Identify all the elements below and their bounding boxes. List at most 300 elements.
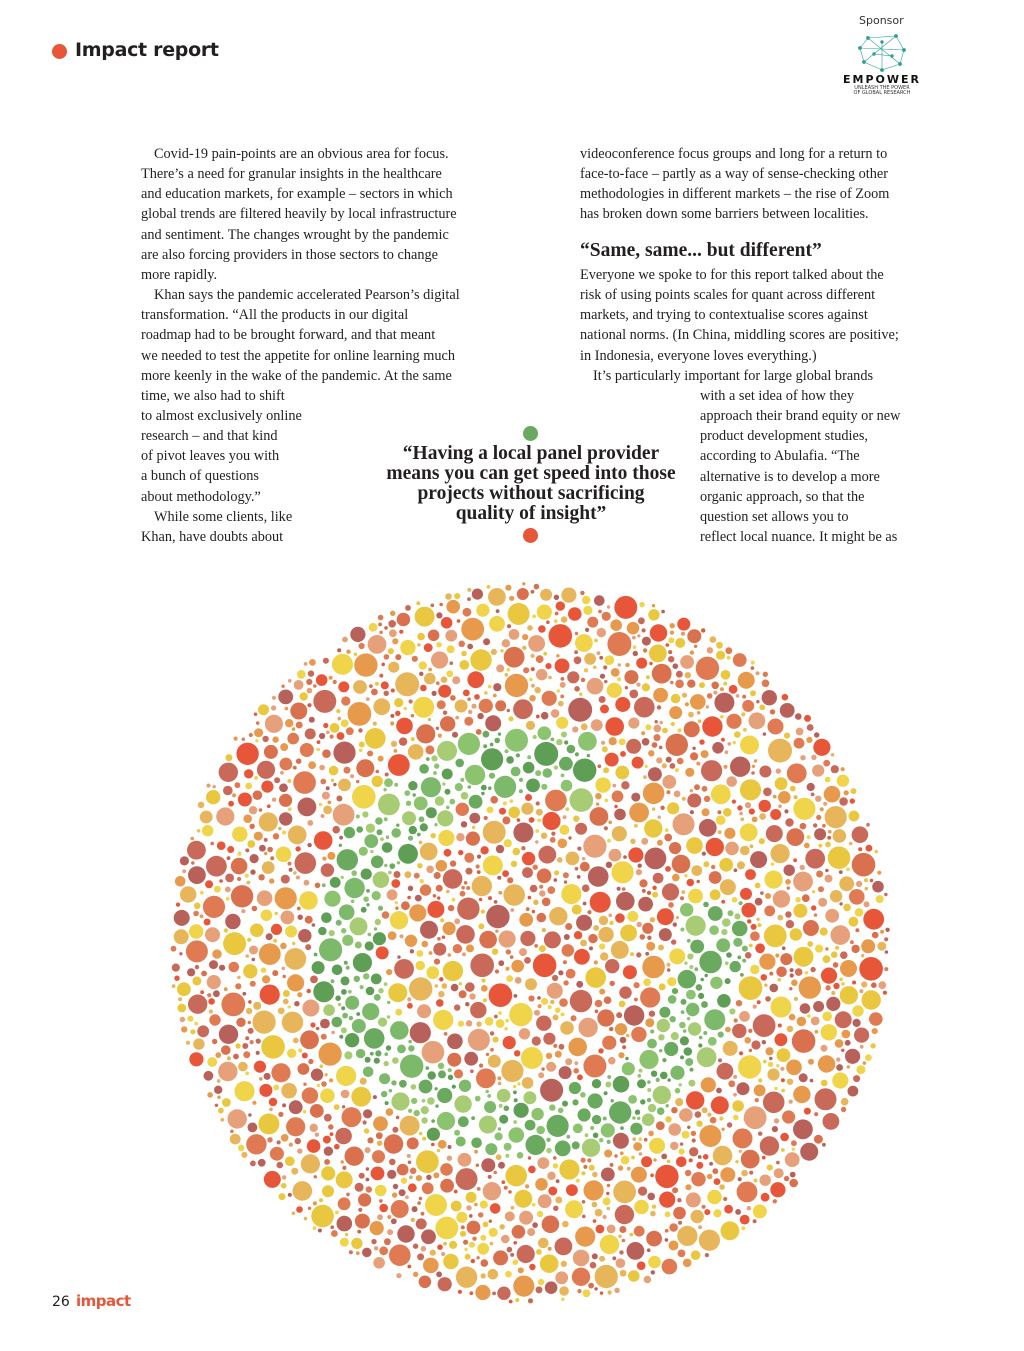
plate-dot (369, 623, 378, 632)
plate-dot (653, 1158, 656, 1161)
plate-dot (791, 980, 798, 987)
plate-dot (172, 984, 176, 988)
plate-dot (187, 968, 195, 976)
plate-dot (443, 711, 447, 715)
plate-dot (657, 840, 663, 846)
plate-dot (416, 1175, 422, 1181)
plate-dot (644, 765, 647, 768)
plate-dot (526, 721, 535, 730)
plate-dot (262, 736, 268, 742)
plate-dot (433, 771, 437, 775)
plate-dot (518, 1267, 524, 1273)
plate-dot (330, 877, 341, 888)
plate-dot (710, 977, 722, 989)
plate-dot (424, 673, 436, 685)
plate-dot (202, 825, 213, 836)
plate-dot (377, 829, 383, 835)
plate-dot (439, 603, 443, 607)
plate-dot (305, 944, 311, 950)
plate-dot (510, 955, 514, 959)
plate-dot (547, 1115, 569, 1137)
plate-dot (461, 792, 469, 800)
plate-dot (708, 1037, 717, 1046)
plate-dot (465, 1002, 469, 1006)
plate-dot (437, 1088, 452, 1103)
plate-dot (623, 855, 627, 859)
plate-dot (588, 866, 609, 887)
plate-dot (227, 846, 234, 853)
plate-dot (420, 884, 431, 895)
plate-dot (371, 856, 384, 869)
plate-dot (680, 928, 684, 932)
plate-dot (672, 855, 691, 874)
plate-dot (417, 863, 422, 868)
plate-dot (542, 812, 560, 830)
plate-dot (330, 735, 334, 739)
plate-dot (853, 1075, 860, 1082)
body-text-line: are also forcing providers in those sectors to change (141, 246, 438, 263)
plate-dot (379, 674, 383, 678)
plate-dot (504, 1143, 512, 1151)
plate-dot (751, 771, 755, 775)
plate-dot (205, 927, 220, 942)
plate-dot (465, 982, 475, 992)
plate-dot (508, 716, 513, 721)
plate-dot (664, 834, 672, 842)
plate-dot (615, 766, 629, 780)
plate-dot (581, 1158, 586, 1163)
plate-dot (389, 1244, 411, 1266)
plate-dot (454, 1130, 460, 1136)
plate-dot (861, 939, 875, 953)
plate-dot (327, 852, 335, 860)
plate-dot (759, 838, 765, 844)
plate-dot (345, 1147, 364, 1166)
plate-dot (767, 1068, 779, 1080)
plate-dot (525, 978, 537, 990)
plate-dot (840, 951, 848, 959)
plate-dot (561, 1012, 565, 1016)
plate-dot (872, 932, 879, 939)
plate-dot (580, 862, 590, 872)
plate-dot (375, 919, 381, 925)
plate-dot (339, 844, 342, 847)
plate-dot (717, 810, 721, 814)
plate-dot (619, 1250, 623, 1254)
plate-dot (408, 1109, 412, 1113)
plate-dot (527, 625, 533, 631)
plate-dot (504, 1186, 508, 1190)
plate-dot (631, 1156, 635, 1160)
plate-dot (724, 1205, 733, 1214)
plate-dot (728, 742, 732, 746)
plate-dot (271, 924, 282, 935)
plate-dot (254, 1061, 266, 1073)
plate-dot (437, 896, 440, 899)
plate-dot (503, 801, 507, 805)
plate-dot (426, 866, 434, 874)
plate-dot (763, 732, 766, 735)
plate-dot (330, 1132, 334, 1136)
plate-dot (407, 896, 411, 900)
plate-dot (559, 757, 573, 771)
plate-dot (278, 827, 281, 830)
plate-dot (561, 616, 568, 623)
plate-dot (474, 1203, 478, 1207)
plate-dot (515, 977, 522, 984)
plate-dot (333, 783, 336, 786)
plate-dot (630, 1123, 642, 1135)
plate-dot (647, 1098, 651, 1102)
plate-dot (713, 691, 717, 695)
plate-dot (300, 743, 314, 757)
plate-dot (420, 823, 428, 831)
plate-dot (657, 705, 661, 709)
plate-dot (366, 987, 375, 996)
plate-dot (716, 1088, 722, 1094)
plate-dot (627, 911, 638, 922)
plate-dot (235, 1043, 240, 1048)
plate-dot (784, 1176, 789, 1181)
plate-dot (417, 1201, 421, 1205)
plate-dot (795, 897, 800, 902)
plate-dot (768, 739, 792, 763)
plate-dot (515, 1298, 519, 1302)
plate-dot (373, 932, 386, 945)
plate-dot (734, 1018, 738, 1022)
plate-dot (437, 741, 457, 761)
plate-dot (741, 1150, 760, 1169)
plate-dot (388, 662, 399, 673)
plate-dot (638, 1137, 642, 1141)
plate-dot (549, 624, 573, 648)
plate-dot (323, 806, 332, 815)
plate-dot (484, 1101, 496, 1113)
plate-dot (472, 826, 475, 829)
plate-dot (395, 654, 401, 660)
plate-dot (243, 964, 257, 978)
plate-dot (794, 738, 805, 749)
plate-dot (514, 1103, 529, 1118)
plate-dot (667, 1078, 670, 1081)
plate-dot (436, 999, 444, 1007)
plate-dot (558, 701, 564, 707)
plate-dot (259, 845, 266, 852)
plate-dot (261, 968, 266, 973)
plate-dot (281, 1083, 297, 1099)
plate-dot (265, 715, 283, 733)
plate-dot (254, 776, 258, 780)
plate-dot (271, 1063, 290, 1082)
plate-dot (257, 890, 273, 906)
plate-dot (603, 1215, 607, 1219)
plate-dot (752, 817, 758, 823)
plate-dot (377, 1214, 383, 1220)
plate-dot (409, 699, 413, 703)
plate-dot (307, 703, 311, 707)
plate-dot (350, 917, 368, 935)
plate-dot (481, 748, 503, 770)
plate-dot (207, 1092, 213, 1098)
plate-dot (400, 1116, 420, 1136)
plate-dot (191, 861, 194, 864)
plate-dot (344, 961, 348, 965)
plate-dot (213, 990, 220, 997)
plate-dot (686, 837, 703, 854)
plate-dot (647, 891, 651, 895)
plate-dot (574, 686, 580, 692)
plate-dot (408, 781, 417, 790)
plate-dot (218, 1062, 237, 1081)
plate-dot (821, 1080, 828, 1087)
plate-dot (275, 887, 297, 909)
plate-dot (585, 1133, 589, 1137)
plate-dot (758, 923, 762, 927)
plate-dot (219, 965, 225, 971)
plate-dot (506, 756, 514, 764)
plate-dot (807, 724, 814, 731)
plate-dot (298, 1063, 310, 1075)
plate-dot (831, 991, 835, 995)
plate-dot (718, 1058, 722, 1062)
plate-dot (221, 993, 245, 1017)
plate-dot (466, 832, 480, 846)
plate-dot (861, 981, 867, 987)
plate-dot (599, 916, 608, 925)
plate-dot (300, 1030, 319, 1049)
plate-dot (620, 1270, 627, 1277)
plate-dot (380, 837, 384, 841)
plate-dot (736, 1000, 742, 1006)
plate-dot (319, 938, 342, 961)
plate-dot (730, 757, 750, 777)
plate-dot (342, 1166, 346, 1170)
plate-dot (378, 615, 384, 621)
plate-dot (300, 692, 308, 700)
plate-dot (876, 895, 884, 903)
plate-dot (588, 934, 597, 943)
body-text-line: to almost exclusively online (141, 407, 302, 424)
plate-dot (230, 1130, 234, 1134)
plate-dot (757, 1000, 761, 1004)
plate-dot (200, 891, 204, 895)
plate-dot (389, 863, 395, 869)
plate-dot (419, 1276, 432, 1289)
plate-dot (856, 1065, 865, 1074)
plate-dot (458, 641, 465, 648)
plate-dot (386, 969, 392, 975)
plate-dot (374, 1058, 380, 1064)
plate-dot (277, 1162, 284, 1169)
plate-dot (303, 1083, 306, 1086)
plate-dot (246, 1008, 252, 1014)
plate-dot (256, 1051, 260, 1055)
plate-dot (813, 823, 817, 827)
plate-dot (245, 1036, 249, 1040)
plate-dot (699, 1125, 721, 1147)
plate-dot (608, 914, 612, 918)
plate-dot (761, 974, 768, 981)
plate-dot (494, 1015, 498, 1019)
plate-dot (814, 913, 817, 916)
plate-dot (396, 718, 413, 735)
plate-dot (721, 929, 727, 935)
plate-dot (435, 1217, 458, 1240)
plate-dot (267, 804, 271, 808)
plate-dot (297, 907, 301, 911)
plate-dot (456, 1137, 466, 1147)
plate-dot (231, 858, 248, 875)
plate-dot (612, 826, 627, 841)
plate-dot (849, 842, 853, 846)
plate-dot (378, 756, 384, 762)
plate-dot (807, 783, 815, 791)
plate-dot (634, 1226, 645, 1237)
plate-dot (652, 892, 658, 898)
plate-dot (687, 1126, 690, 1129)
plate-dot (467, 644, 473, 650)
plate-dot (281, 685, 284, 688)
plate-dot (650, 624, 667, 641)
plate-dot (399, 934, 403, 938)
plate-dot (522, 582, 525, 585)
plate-dot (264, 745, 278, 759)
plate-dot (690, 650, 694, 654)
plate-dot (789, 1014, 796, 1021)
plate-dot (522, 867, 533, 878)
plate-dot (462, 952, 466, 956)
plate-dot (197, 829, 201, 833)
plate-dot (855, 908, 864, 917)
plate-dot (478, 923, 484, 929)
plate-dot (774, 1087, 778, 1091)
plate-dot (607, 683, 622, 698)
plate-dot (804, 843, 810, 849)
plate-dot (666, 1104, 669, 1107)
plate-dot (659, 1007, 670, 1018)
plate-dot (333, 680, 337, 684)
body-text-line: question set allows you to (700, 508, 849, 525)
plate-dot (707, 1113, 711, 1117)
plate-dot (615, 1023, 627, 1035)
plate-dot (719, 858, 733, 872)
plate-dot (650, 1174, 654, 1178)
plate-dot (643, 648, 647, 652)
plate-dot (686, 1091, 704, 1109)
plate-dot (228, 1109, 247, 1128)
plate-dot (603, 767, 609, 773)
plate-dot (709, 925, 719, 935)
plate-dot (188, 995, 207, 1014)
plate-dot (447, 1034, 463, 1050)
plate-dot (392, 1192, 397, 1197)
plate-dot (811, 905, 816, 910)
plate-dot (355, 1183, 364, 1192)
plate-dot (505, 1165, 527, 1187)
plate-dot (751, 666, 755, 670)
plate-dot (773, 890, 790, 907)
plate-dot (765, 996, 771, 1002)
plate-dot (481, 792, 484, 795)
plate-dot (313, 684, 317, 688)
plate-dot (264, 852, 267, 855)
plate-dot (331, 1031, 335, 1035)
plate-dot (624, 1005, 644, 1025)
body-text-line: more rapidly. (141, 266, 218, 283)
plate-dot (575, 632, 578, 635)
plate-dot (730, 961, 741, 972)
plate-dot (341, 696, 350, 705)
plate-dot (805, 971, 808, 974)
plate-dot (387, 1001, 390, 1004)
plate-dot (765, 871, 783, 889)
plate-dot (264, 1171, 281, 1188)
plate-dot (841, 1098, 849, 1106)
plate-dot (554, 765, 558, 769)
plate-dot (678, 1221, 682, 1225)
plate-dot (491, 649, 497, 655)
plate-dot (213, 785, 216, 788)
plate-dot (561, 774, 565, 778)
plate-dot (341, 1160, 344, 1163)
plate-dot (685, 1058, 693, 1066)
plate-dot (839, 797, 848, 806)
plate-dot (483, 998, 487, 1002)
plate-dot (376, 770, 380, 774)
plate-dot (389, 1089, 392, 1092)
plate-dot (225, 754, 232, 761)
plate-dot (707, 693, 713, 699)
plate-dot (729, 1008, 735, 1014)
plate-dot (493, 683, 501, 691)
plate-dot (787, 886, 790, 889)
plate-dot (776, 768, 781, 773)
plate-dot (476, 1021, 481, 1026)
plate-dot (602, 612, 611, 621)
plate-dot (541, 833, 547, 839)
plate-dot (509, 799, 513, 803)
plate-dot (242, 738, 245, 741)
plate-dot (569, 1082, 581, 1094)
plate-dot (566, 852, 580, 866)
plate-dot (753, 1219, 757, 1223)
plate-dot (592, 1202, 598, 1208)
plate-dot (253, 1011, 276, 1034)
plate-dot (454, 1069, 463, 1078)
plate-dot (683, 1029, 686, 1032)
plate-dot (547, 886, 555, 894)
plate-dot (247, 881, 251, 885)
plate-dot (517, 588, 529, 600)
plate-dot (703, 1154, 709, 1160)
plate-dot (320, 779, 326, 785)
plate-dot (476, 864, 480, 868)
plate-dot (467, 588, 471, 592)
plate-dot (200, 811, 213, 824)
plate-dot (759, 813, 766, 820)
plate-dot (770, 709, 775, 714)
plate-dot (763, 788, 772, 797)
plate-dot (189, 924, 203, 938)
plate-dot (292, 1212, 296, 1216)
plate-dot (599, 1138, 603, 1142)
plate-dot (560, 695, 564, 699)
plate-dot (379, 1246, 388, 1255)
plate-dot (492, 949, 498, 955)
plate-dot (578, 1018, 597, 1037)
body-text-line: approach their brand equity or new (700, 408, 901, 425)
body-text-line: It’s particularly important for large global brands (593, 367, 874, 384)
